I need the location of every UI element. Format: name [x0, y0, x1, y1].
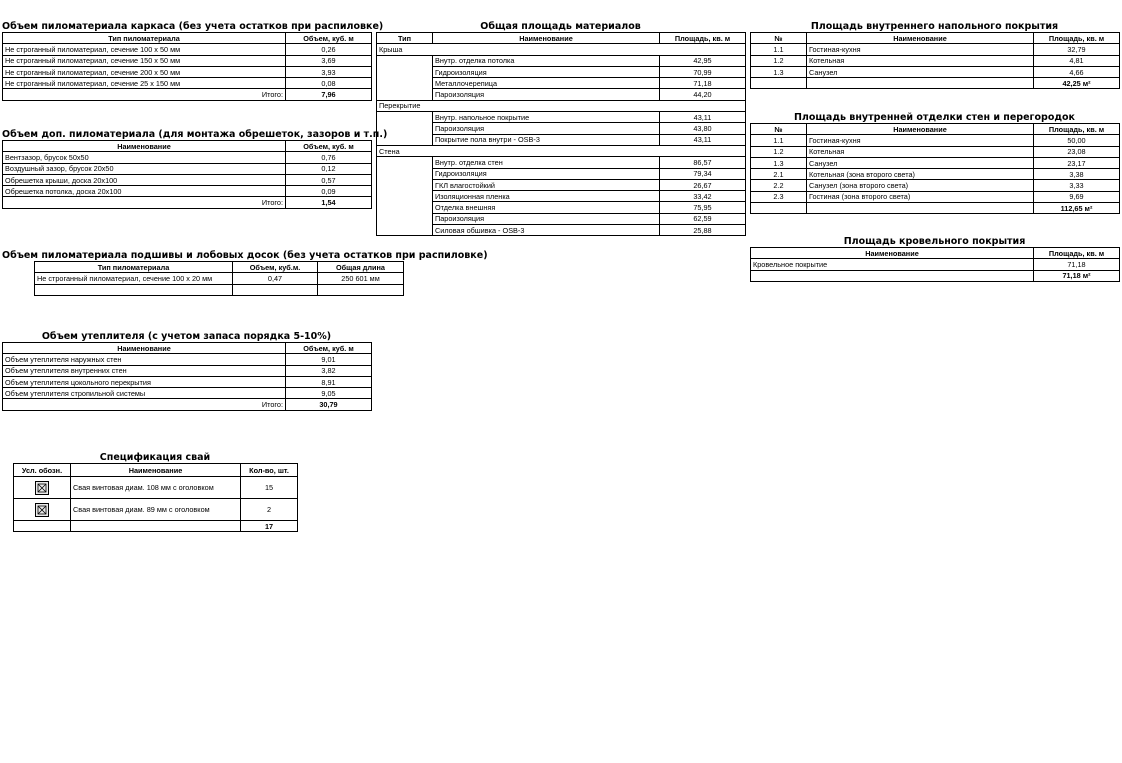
row-value: 71,18	[1034, 259, 1120, 270]
row-value: 9,05	[286, 388, 372, 399]
row-number: 1.2	[751, 146, 807, 157]
row-value: 44,20	[660, 89, 746, 100]
row-name: Котельная	[807, 146, 1034, 157]
row-name: Пароизоляция	[433, 89, 660, 100]
group-row	[377, 44, 746, 55]
empty-cell	[751, 203, 807, 214]
roof-table	[750, 247, 1120, 282]
table-row	[3, 174, 372, 185]
row-name: Не строганный пиломатериал, сечение 100 х 50 мм	[3, 44, 286, 55]
row-value: 50,00	[1034, 135, 1120, 146]
row-name: Пароизоляция	[433, 213, 660, 224]
row-name: Воздушный зазор, брусок 20х50	[3, 163, 286, 174]
empty-cell	[14, 521, 71, 532]
walls-title: Площадь внутренней отделки стен и перегородок	[793, 112, 1076, 123]
table-row	[3, 354, 372, 365]
total-value: 30,79	[286, 399, 372, 410]
hem-lumber-section	[2, 250, 488, 296]
table-row	[3, 186, 372, 197]
table-row	[751, 44, 1120, 55]
column-header: Наименование	[71, 464, 241, 477]
table-header-row	[35, 262, 404, 273]
row-value: 71,18	[660, 78, 746, 89]
table-header-row	[3, 343, 372, 354]
column-header: Тип пиломатериала	[3, 33, 286, 44]
row-value: 4,81	[1034, 55, 1120, 66]
table-row	[14, 499, 298, 521]
table-header-row	[14, 464, 298, 477]
column-header: Площадь, кв. м	[1034, 248, 1120, 259]
total-value: 1,54	[286, 197, 372, 208]
row-name: Санузел (зона второго света)	[807, 180, 1034, 191]
row-value: 25,88	[660, 225, 746, 236]
extra-lumber-section	[2, 129, 388, 209]
row-value: 0,12	[286, 163, 372, 174]
table-row	[377, 213, 746, 224]
table-row	[3, 66, 372, 77]
table-row	[751, 169, 1120, 180]
row-value: 23,17	[1034, 157, 1120, 168]
table-row	[3, 44, 372, 55]
table-header-row	[751, 124, 1120, 135]
column-header: №	[751, 33, 807, 44]
row-name: Не строганный пиломатериал, сечение 100 х 20 мм	[35, 273, 233, 284]
row-number: 2.3	[751, 191, 807, 202]
floor-section	[750, 21, 1119, 89]
column-header: Наименование	[3, 343, 286, 354]
row-value: 3,69	[286, 55, 372, 66]
materials-table	[376, 32, 746, 236]
row-value: 9,01	[286, 354, 372, 365]
total-value: 42,25 м²	[1034, 78, 1120, 89]
table-row	[14, 477, 298, 499]
table-row	[377, 134, 746, 145]
group-type: Стена	[377, 145, 433, 156]
group-spacer	[377, 55, 433, 100]
group-row	[377, 100, 746, 111]
column-header: №	[751, 124, 807, 135]
empty-cell	[433, 145, 660, 156]
table-row	[377, 112, 746, 123]
empty-cell	[660, 145, 746, 156]
table-header-row	[377, 33, 746, 44]
total-value: 7,96	[286, 89, 372, 100]
column-header: Тип	[377, 33, 433, 44]
column-header: Объем, куб.м.	[233, 262, 318, 273]
column-header: Тип пиломатериала	[35, 262, 233, 273]
extra-lumber-title: Объем доп. пиломатериала (для монтажа обрешеток, зазоров и т.п.)	[2, 129, 388, 140]
table-row	[377, 202, 746, 213]
row-name: Гидроизоляция	[433, 168, 660, 179]
empty-cell	[71, 521, 241, 532]
group-type: Крыша	[377, 44, 433, 55]
table-row	[377, 179, 746, 190]
row-name: Котельная (зона второго света)	[807, 169, 1034, 180]
table-header-row	[3, 33, 372, 44]
row-value: 0,08	[286, 78, 372, 89]
walls-section	[750, 112, 1119, 214]
table-row	[377, 89, 746, 100]
empty-cell	[751, 270, 1034, 281]
row-value: 33,42	[660, 191, 746, 202]
table-row	[751, 135, 1120, 146]
insulation-section	[2, 331, 371, 411]
column-header: Кол-во, шт.	[241, 464, 298, 477]
column-header: Общая длина	[318, 262, 404, 273]
row-name: Не строганный пиломатериал, сечение 200 х 50 мм	[3, 66, 286, 77]
table-row	[3, 365, 372, 376]
table-row	[751, 180, 1120, 191]
insulation-table	[2, 342, 372, 411]
row-number: 1.3	[751, 157, 807, 168]
row-name: Обрешетка крыши, доска 20х100	[3, 174, 286, 185]
row-name: Гостиная-кухня	[807, 135, 1034, 146]
table-row	[377, 78, 746, 89]
table-row	[377, 168, 746, 179]
total-label: Итого:	[3, 399, 286, 410]
row-count: 2	[241, 499, 298, 521]
row-value: 43,11	[660, 134, 746, 145]
row-value: 79,34	[660, 168, 746, 179]
frame-lumber-table	[2, 32, 372, 101]
table-row	[751, 191, 1120, 202]
roof-section	[750, 236, 1119, 282]
row-name: Внутр. напольное покрытие	[433, 112, 660, 123]
group-spacer	[377, 157, 433, 236]
row-name: Свая винтовая диам. 108 мм с оголовком	[71, 477, 241, 499]
frame-lumber-title: Объем пиломатериала каркаса (без учета остатков при распиловке)	[2, 21, 384, 32]
row-number: 1.2	[751, 55, 807, 66]
empty-cell	[318, 284, 404, 295]
row-value: 43,11	[660, 112, 746, 123]
table-header-row	[3, 141, 372, 152]
table-row	[751, 146, 1120, 157]
table-row	[377, 225, 746, 236]
row-value: 9,69	[1034, 191, 1120, 202]
empty-cell	[233, 284, 318, 295]
table-row	[751, 66, 1120, 77]
row-number: 1.3	[751, 66, 807, 77]
table-header-row	[751, 248, 1120, 259]
row-value: 62,59	[660, 213, 746, 224]
row-value: 70,99	[660, 66, 746, 77]
row-name: Объем утеплителя стропильной системы	[3, 388, 286, 399]
insulation-title: Объем утеплителя (с учетом запаса порядка 5-10%)	[41, 331, 332, 342]
row-name: Покрытие пола внутри - OSB-3	[433, 134, 660, 145]
pile-symbol-icon	[35, 503, 49, 517]
floor-table	[750, 32, 1120, 89]
table-row	[3, 388, 372, 399]
hem-lumber-table	[34, 261, 404, 296]
empty-cell	[660, 44, 746, 55]
group-type: Перекрытие	[377, 100, 433, 111]
row-name: Кровельное покрытие	[751, 259, 1034, 270]
total-row	[751, 270, 1120, 281]
column-header: Объем, куб. м	[286, 33, 372, 44]
empty-cell	[433, 44, 660, 55]
row-name: Вентзазор, брусок 50х50	[3, 152, 286, 163]
row-value: 8,91	[286, 376, 372, 387]
total-label: Итого:	[3, 197, 286, 208]
column-header: Наименование	[3, 141, 286, 152]
total-row	[3, 197, 372, 208]
row-number: 1.1	[751, 135, 807, 146]
table-row	[377, 191, 746, 202]
total-row	[14, 521, 298, 532]
column-header: Объем, куб. м	[286, 141, 372, 152]
pile-symbol-cell	[14, 499, 71, 521]
row-value: 3,38	[1034, 169, 1120, 180]
total-row	[751, 203, 1120, 214]
table-header-row	[751, 33, 1120, 44]
row-name: Санузел	[807, 157, 1034, 168]
total-value: 112,65 м²	[1034, 203, 1120, 214]
total-label: Итого:	[3, 89, 286, 100]
empty-cell	[807, 78, 1034, 89]
column-header: Объем, куб. м	[286, 343, 372, 354]
hem-lumber-title: Объем пиломатериала подшивы и лобовых досок (без учета остатков при распиловке)	[2, 250, 488, 261]
empty-cell	[660, 100, 746, 111]
column-header: Наименование	[433, 33, 660, 44]
row-name: Гостиная-кухня	[807, 44, 1034, 55]
piles-section	[13, 452, 297, 532]
total-value: 71,18 м²	[1034, 270, 1120, 281]
row-volume: 0,47	[233, 273, 318, 284]
row-value: 4,66	[1034, 66, 1120, 77]
table-row	[3, 78, 372, 89]
table-row	[377, 66, 746, 77]
row-value: 32,79	[1034, 44, 1120, 55]
row-value: 3,82	[286, 365, 372, 376]
row-name: Объем утеплителя наружных стен	[3, 354, 286, 365]
row-name: Внутр. отделка стен	[433, 157, 660, 168]
row-name: Обрешетка потолка, доска 20х100	[3, 186, 286, 197]
row-number: 2.2	[751, 180, 807, 191]
row-name: Объем утеплителя внутренних стен	[3, 365, 286, 376]
row-name: Силовая обшивка - OSB-3	[433, 225, 660, 236]
row-name: Не строганный пиломатериал, сечение 150 х 50 мм	[3, 55, 286, 66]
table-row	[3, 55, 372, 66]
table-row	[35, 273, 404, 284]
row-name: Не строганный пиломатериал, сечение 25 х 150 мм	[3, 78, 286, 89]
total-value: 17	[241, 521, 298, 532]
row-length: 250 601 мм	[318, 273, 404, 284]
row-name: Внутр. отделка потолка	[433, 55, 660, 66]
row-name: Изоляционная пленка	[433, 191, 660, 202]
row-value: 43,80	[660, 123, 746, 134]
piles-title: Спецификация свай	[99, 452, 211, 463]
row-value: 86,57	[660, 157, 746, 168]
empty-row	[35, 284, 404, 295]
row-name: ГКЛ влагостойкий	[433, 179, 660, 190]
row-name: Гидроизоляция	[433, 66, 660, 77]
empty-cell	[751, 78, 807, 89]
group-row	[377, 145, 746, 156]
table-row	[751, 157, 1120, 168]
row-value: 0,09	[286, 186, 372, 197]
column-header: Площадь, кв. м	[1034, 33, 1120, 44]
total-row	[3, 89, 372, 100]
row-name: Котельная	[807, 55, 1034, 66]
row-value: 23,08	[1034, 146, 1120, 157]
row-count: 15	[241, 477, 298, 499]
table-row	[3, 152, 372, 163]
row-value: 42,95	[660, 55, 746, 66]
row-name: Пароизоляция	[433, 123, 660, 134]
floor-title: Площадь внутреннего напольного покрытия	[810, 21, 1059, 32]
table-row	[377, 123, 746, 134]
row-value: 3,93	[286, 66, 372, 77]
row-value: 3,33	[1034, 180, 1120, 191]
table-row	[377, 55, 746, 66]
row-value: 0,57	[286, 174, 372, 185]
table-row	[377, 157, 746, 168]
pile-symbol-icon	[35, 481, 49, 495]
materials-section	[376, 21, 745, 236]
column-header: Наименование	[751, 248, 1034, 259]
total-row	[3, 399, 372, 410]
row-name: Санузел	[807, 66, 1034, 77]
empty-cell	[807, 203, 1034, 214]
row-name: Отделка внешняя	[433, 202, 660, 213]
column-header: Усл. обозн.	[14, 464, 71, 477]
row-number: 2.1	[751, 169, 807, 180]
empty-cell	[35, 284, 233, 295]
column-header: Площадь, кв. м	[660, 33, 746, 44]
column-header: Наименование	[807, 33, 1034, 44]
empty-cell	[433, 100, 660, 111]
row-number: 1.1	[751, 44, 807, 55]
row-name: Гостиная (зона второго света)	[807, 191, 1034, 202]
total-row	[751, 78, 1120, 89]
roof-title: Площадь кровельного покрытия	[843, 236, 1026, 247]
table-row	[3, 376, 372, 387]
row-name: Металлочерепица	[433, 78, 660, 89]
row-value: 0,26	[286, 44, 372, 55]
row-value: 0,76	[286, 152, 372, 163]
piles-table	[13, 463, 298, 532]
frame-lumber-section	[2, 21, 384, 101]
table-row	[3, 163, 372, 174]
row-name: Объем утеплителя цокольного перекрытия	[3, 376, 286, 387]
row-name: Свая винтовая диам. 89 мм с оголовком	[71, 499, 241, 521]
walls-table	[750, 123, 1120, 214]
row-value: 26,67	[660, 179, 746, 190]
column-header: Площадь, кв. м	[1034, 124, 1120, 135]
table-row	[751, 259, 1120, 270]
group-spacer	[377, 112, 433, 146]
table-row	[751, 55, 1120, 66]
materials-title: Общая площадь материалов	[480, 21, 641, 32]
pile-symbol-cell	[14, 477, 71, 499]
column-header: Наименование	[807, 124, 1034, 135]
extra-lumber-table	[2, 140, 372, 209]
row-value: 75,95	[660, 202, 746, 213]
